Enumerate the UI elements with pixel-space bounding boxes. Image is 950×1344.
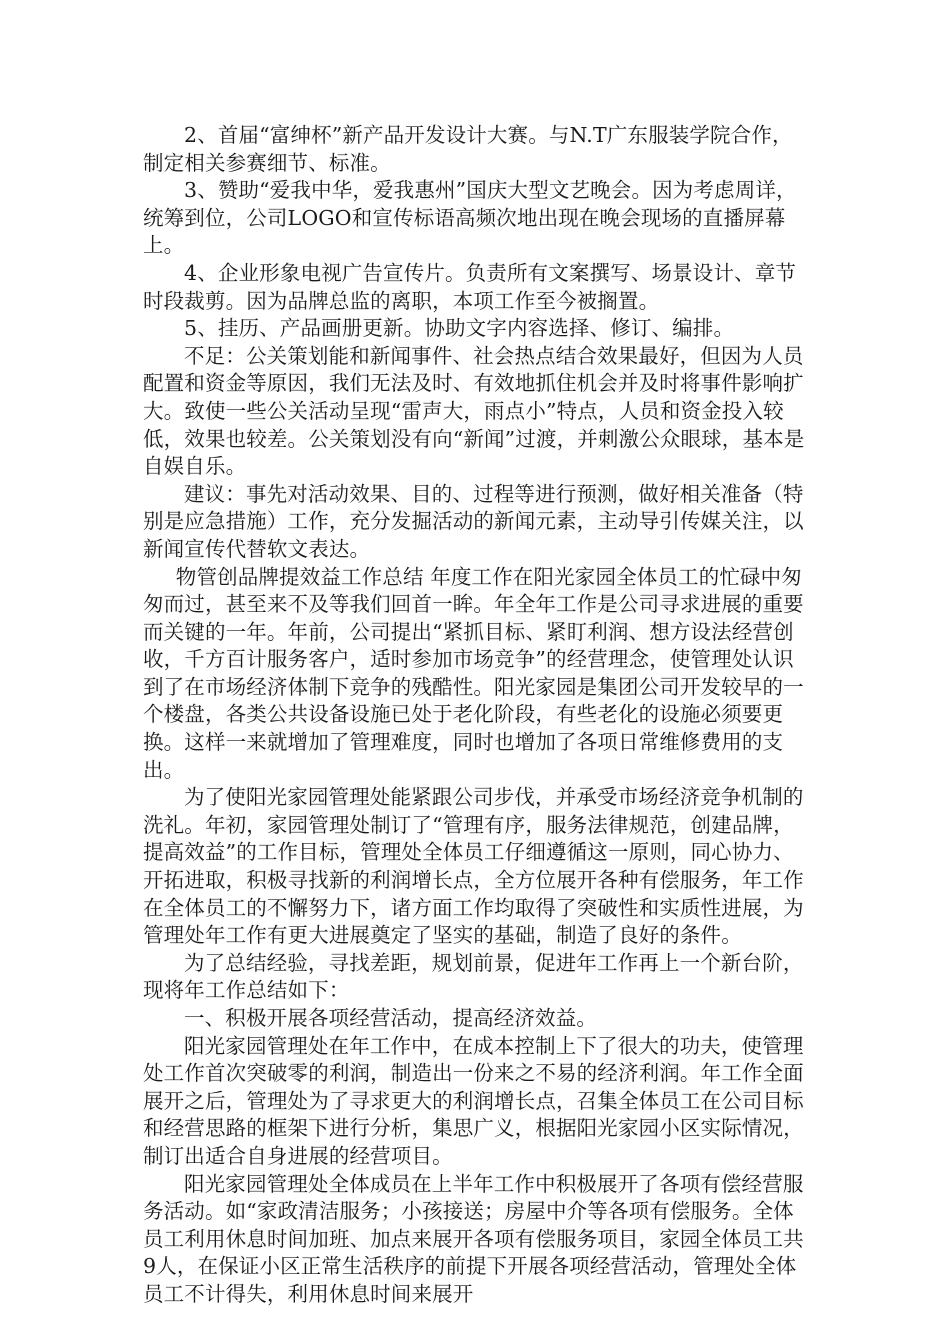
paragraph-goals: 为了使阳光家园管理处能紧跟公司步伐，并承受市场经济竞争机制的洗礼。年初，家园管理处制订了“管理有序，服务法律规范，创建品牌，提高效益”的工作目标，管理处全体员工仔细遵循这一原则，同心协力、开拓进取，积极寻找新的利润增长点，全方位展开各种有偿服务，年工作在全体员工的不懈努力下，诸方面工作均取得了突破性和实质性进展，为管理处年工作有更大进展奠定了坚实的基础，制造了良好的条件。 — [143, 785, 804, 948]
paragraph-item-3: 3、赞助“爱我中华，爱我惠州”国庆大型文艺晚会。因为考虑周详，统筹到位，公司LOGO和宣传标语高频次地出现在晚会现场的直播屏幕上。 — [143, 178, 797, 258]
section-heading-1: 一、积极开展各项经营活动，提高经济效益。 — [184, 1006, 597, 1030]
paragraph-summary-intro: 物管创品牌提效益工作总结 年度工作在阳光家园全体员工的忙碌中匆匆而过，甚至来不及等我们回首一眸。年全年工作是公司寻求进展的重要而关键的一年。年前，公司提出“紧抓目标、紧盯利润、想方设法经营创收，千方百计服务客户，适时参加市场竞争”的经营理念，使管理处认识到了在市场经济体制下竞争的残酷性。阳光家园是集团公司开发较早的一个楼盘，各类公共设备设施已处于老化阶段，有些老化的设施必须要更换。这样一来就增加了管理难度，同时也增加了各项日常维修费用的支出。 — [143, 564, 804, 782]
paragraph-item-5: 5、挂历、产品画册更新。协助文字内容选择、修订、编排。 — [184, 316, 735, 341]
document-body — [143, 122, 811, 1309]
paragraph-item-4: 4、企业形象电视广告宣传片。负责所有文案撰写、场景设计、章节时段裁剪。因为品牌总监的离职，本项工作至今被搁置。 — [143, 260, 797, 313]
paragraph-cost-control: 阳光家园管理处在年工作中，在成本控制上下了很大的功夫，使管理处工作首次突破零的利润，制造出一份来之不易的经济利润。年工作全面展开之后，管理处为了寻求更大的利润增长点，召集全体员工在公司目标和经营思路的框架下进行分析，集思广义，根据阳光家园小区实际情况，制订出适合自身进展的经营项目。 — [143, 1033, 804, 1168]
paragraph-summary-lead: 为了总结经验，寻找差距，规划前景，促进年工作再上一个新台阶，现将年工作总结如下： — [143, 950, 804, 1003]
paragraph-suggestions: 建议：事先对活动效果、目的、过程等进行预测，做好相关准备（特别是应急措施）工作，充分发掘活动的新闻元素，主动导引传媒关注，以新闻宣传代替软文表达。 — [143, 481, 804, 561]
paragraph-paid-services: 阳光家园管理处全体成员在上半年工作中积极展开了各项有偿经营服务活动。如“家政清洁服务；小孩接送；房屋中介等各项有偿服务。全体员工利用休息时间加班、加点来展开各项有偿服务项目，家园全体员工共9人，在保证小区正常生活秩序的前提下开展各项经营活动，管理处全体员工不计得失，利用休息时间来展开 — [143, 1171, 804, 1306]
paragraph-item-2: 2、首届“富绅杯”新产品开发设计大赛。与N.T广东服装学院合作，制定相关参赛细节、标准。 — [143, 123, 793, 175]
paragraph-shortcomings: 不足：公关策划能和新闻事件、社会热点结合效果最好，但因为人员配置和资金等原因，我们无法及时、有效地抓住机会并及时将事件影响扩大。致使一些公关活动呈现“雷声大，雨点小”特点，人员和资金投入较低，效果也较差。公关策划没有向“新闻”过渡，并刺激公众眼球，基本是自娱自乐。 — [143, 343, 805, 479]
